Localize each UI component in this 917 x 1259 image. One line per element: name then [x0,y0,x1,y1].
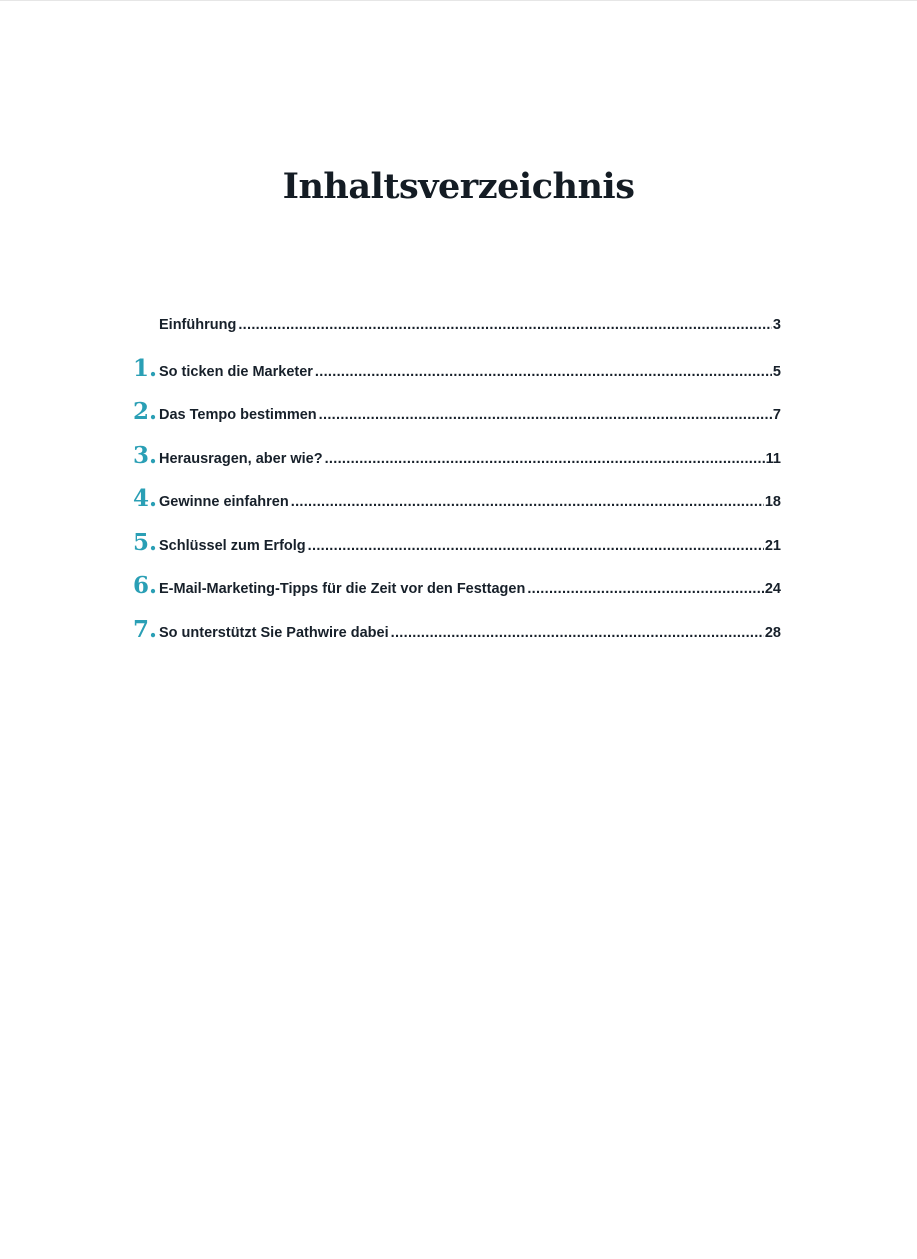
toc-entry-label[interactable]: Gewinne einfahren [159,494,289,510]
toc-entry-page[interactable]: 11 [765,450,781,467]
toc-entry-label[interactable]: Schlüssel zum Erfolg [159,537,306,554]
toc-dot-leader [238,311,772,339]
toc-entry-page[interactable]: 18 [764,494,781,510]
toc-dot-leader [325,445,765,473]
toc-entry-page[interactable]: 24 [764,581,781,597]
page-title: Inhaltsverzeichnis [282,166,635,207]
toc-entry-4[interactable] [133,485,781,529]
table-of-contents [133,311,781,659]
toc-entry-label[interactable]: So unterstützt Sie Pathwire dabei [159,624,389,641]
toc-entry-2[interactable] [133,398,781,442]
toc-entry-label[interactable]: So ticken die Marketer [159,363,313,380]
toc-entry-page[interactable]: 28 [764,624,781,641]
toc-dot-leader [308,532,764,560]
toc-entry-3[interactable] [133,442,781,486]
toc-dot-leader [291,488,764,516]
toc-dot-leader [527,575,764,603]
toc-entry-6[interactable] [133,572,781,616]
toc-entry-number: 2. [133,398,158,425]
toc-entry-label[interactable]: Das Tempo bestimmen [159,407,317,423]
toc-entry-number: 3. [133,441,158,469]
toc-entry-7[interactable] [133,616,781,660]
toc-entry-page[interactable]: 7 [772,407,781,423]
toc-entry-number: 1. [133,354,158,382]
toc-entry-5[interactable] [133,529,781,573]
toc-entry-number: 4. [133,485,158,512]
toc-entry-label[interactable]: E-Mail-Marketing-Tipps für die Zeit vor den Festtagen [159,581,526,597]
toc-entry-number: 6. [133,572,158,599]
toc-entry-label[interactable]: Herausragen, aber wie? [159,450,323,467]
page-top-edge [0,0,917,1]
toc-dot-leader [315,358,772,386]
toc-dot-leader [319,401,772,429]
toc-entry-page[interactable]: 5 [772,363,781,380]
toc-entry-label[interactable]: Einführung [159,317,237,333]
toc-entry-page[interactable]: 3 [772,317,781,333]
toc-entry-1[interactable] [133,355,781,399]
toc-entry-intro[interactable] [133,311,781,355]
toc-entry-number: 5. [133,528,158,556]
toc-dot-leader [391,619,764,647]
toc-entry-number: 7. [133,615,158,643]
toc-entry-page[interactable]: 21 [764,537,781,554]
